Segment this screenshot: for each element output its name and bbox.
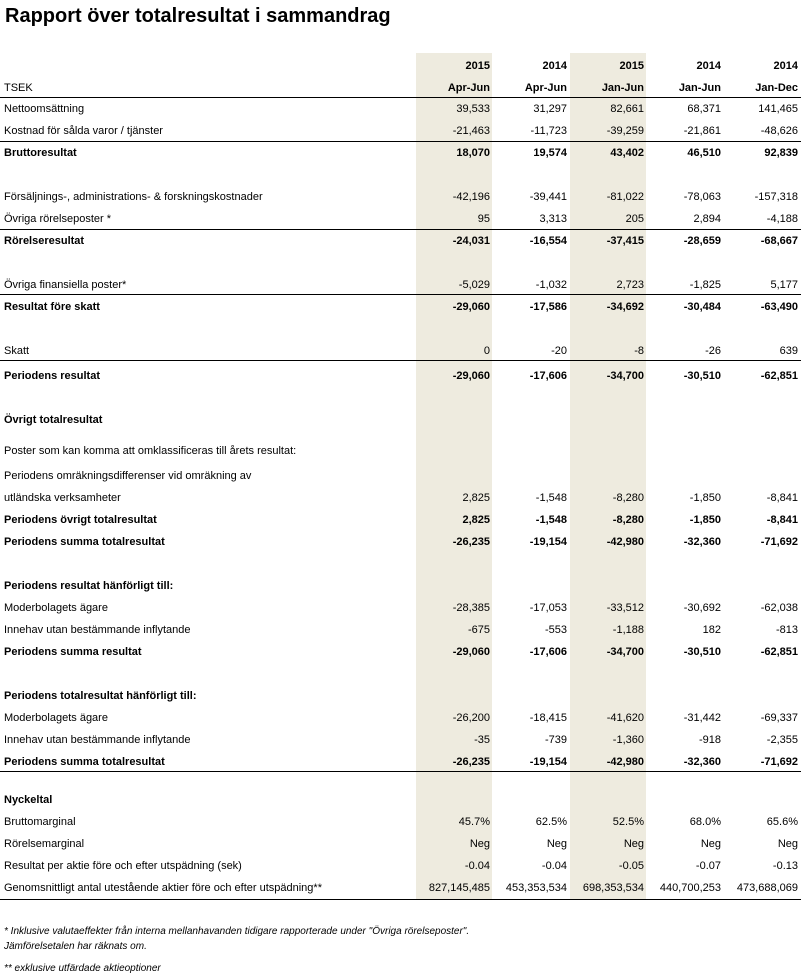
row-value: -30,484 xyxy=(683,301,721,313)
row-value: 19,574 xyxy=(533,147,567,159)
row-value: -1,188 xyxy=(612,624,644,636)
header-year: 2015 xyxy=(465,60,490,72)
table-row xyxy=(0,878,801,898)
row-value: 182 xyxy=(702,624,721,636)
row-value: Neg xyxy=(546,838,567,850)
row-value: 68,371 xyxy=(687,103,721,115)
row-value: -0.04 xyxy=(464,860,490,872)
row-label: Periodens summa totalresultat xyxy=(4,536,165,548)
row-value: -675 xyxy=(467,624,490,636)
table-row xyxy=(0,366,801,386)
row-value: 639 xyxy=(779,345,798,357)
footnote: Jämförelsetalen har räknats om. xyxy=(4,941,147,952)
row-value: -28,385 xyxy=(452,602,490,614)
row-value: 18,070 xyxy=(456,147,490,159)
header-year: 2014 xyxy=(542,60,567,72)
row-value: -81,022 xyxy=(606,191,644,203)
row-value: -78,063 xyxy=(683,191,721,203)
row-value: -26,235 xyxy=(452,536,490,548)
row-value: -739 xyxy=(544,734,567,746)
row-value: -37,415 xyxy=(606,235,644,247)
row-value: -1,850 xyxy=(689,514,721,526)
footnote: * Inklusive valutaeffekter från interna mellanhavanden tidigare rapporterade under "Övriga rörelseposter". xyxy=(4,926,470,937)
row-value: -813 xyxy=(775,624,798,636)
row-value: -69,337 xyxy=(760,712,798,724)
row-value: -41,620 xyxy=(606,712,644,724)
row-value: 62.5% xyxy=(535,816,567,828)
row-value: -1,825 xyxy=(689,279,721,291)
table-row xyxy=(0,410,801,430)
row-label: Periodens resultat hänförligt till: xyxy=(4,580,174,592)
table-row xyxy=(0,856,801,876)
row-value: -21,463 xyxy=(452,125,490,137)
row-value: 82,661 xyxy=(610,103,644,115)
row-value: -17,606 xyxy=(529,646,567,658)
row-value: -4,188 xyxy=(766,213,798,225)
table-row xyxy=(0,790,801,810)
row-value: -157,318 xyxy=(754,191,798,203)
row-value: -63,490 xyxy=(760,301,798,313)
row-label: Nyckeltal xyxy=(4,794,53,806)
row-value: -21,861 xyxy=(683,125,721,137)
footnote: ** exklusive utfärdade aktieoptioner xyxy=(4,963,161,974)
row-label: Periodens summa resultat xyxy=(4,646,142,658)
row-value: -20 xyxy=(551,345,567,357)
table-row xyxy=(0,187,801,207)
row-value: 3,313 xyxy=(539,213,567,225)
table-row xyxy=(0,121,801,141)
report-title: Rapport över totalresultat i sammandrag xyxy=(5,5,391,27)
table-row xyxy=(0,466,801,486)
table-row xyxy=(0,143,801,163)
row-value: -16,554 xyxy=(529,235,567,247)
row-value: 39,533 xyxy=(456,103,490,115)
table-row xyxy=(0,576,801,596)
row-value: Neg xyxy=(777,838,798,850)
row-value: -17,586 xyxy=(529,301,567,313)
table-row xyxy=(0,598,801,618)
row-value: -2,355 xyxy=(766,734,798,746)
row-value: 65.6% xyxy=(766,816,798,828)
table-row xyxy=(0,752,801,772)
row-value: 31,297 xyxy=(533,103,567,115)
header-period: Apr-Jun xyxy=(524,82,567,94)
row-value: -48,626 xyxy=(760,125,798,137)
row-value: 95 xyxy=(477,213,490,225)
row-value: -62,851 xyxy=(760,370,798,382)
row-value: 5,177 xyxy=(770,279,798,291)
row-label: Skatt xyxy=(4,345,30,357)
header-years-row xyxy=(0,56,801,76)
row-value: -17,053 xyxy=(529,602,567,614)
row-value: -1,032 xyxy=(535,279,567,291)
row-value: -29,060 xyxy=(452,301,490,313)
row-value: -35 xyxy=(474,734,490,746)
row-value: -0.04 xyxy=(541,860,567,872)
row-value: -1,548 xyxy=(535,492,567,504)
header-periods-row xyxy=(0,78,801,98)
row-value: -1,850 xyxy=(689,492,721,504)
row-value: -62,038 xyxy=(760,602,798,614)
row-value: -8,280 xyxy=(612,492,644,504)
row-value: -31,442 xyxy=(683,712,721,724)
row-label: Rörelseresultat xyxy=(4,235,85,247)
row-label: Bruttomarginal xyxy=(4,816,76,828)
table-row xyxy=(0,297,801,317)
row-label: Periodens övrigt totalresultat xyxy=(4,514,157,526)
row-value: -62,851 xyxy=(760,646,798,658)
unit-label: TSEK xyxy=(4,82,33,94)
row-value: -26,235 xyxy=(452,756,490,768)
row-label: Poster som kan komma att omklassificeras till årets resultat: xyxy=(4,445,297,457)
row-value: -5,029 xyxy=(458,279,490,291)
table-row xyxy=(0,812,801,832)
table-row xyxy=(0,488,801,508)
row-value: -30,692 xyxy=(683,602,721,614)
row-value: -39,441 xyxy=(529,191,567,203)
row-value: 205 xyxy=(625,213,644,225)
row-value: -29,060 xyxy=(452,646,490,658)
row-value: -0.07 xyxy=(695,860,721,872)
table-row xyxy=(0,620,801,640)
row-label: utländska verksamheter xyxy=(4,492,121,504)
row-value: 141,465 xyxy=(758,103,798,115)
row-value: -24,031 xyxy=(452,235,490,247)
table-row xyxy=(0,510,801,530)
row-value: 2,723 xyxy=(616,279,644,291)
row-value: -30,510 xyxy=(683,646,721,658)
row-label: Moderbolagets ägare xyxy=(4,602,108,614)
table-row xyxy=(0,834,801,854)
row-value: -1,548 xyxy=(535,514,567,526)
section-rule xyxy=(0,229,801,230)
row-value: 46,510 xyxy=(687,147,721,159)
row-value: 68.0% xyxy=(689,816,721,828)
header-rule xyxy=(0,97,801,98)
row-value: -71,692 xyxy=(760,756,798,768)
table-row xyxy=(0,686,801,706)
row-value: 45.7% xyxy=(458,816,490,828)
table-row xyxy=(0,275,801,295)
row-value: -8 xyxy=(634,345,644,357)
row-value: -32,360 xyxy=(683,536,721,548)
row-value: 2,825 xyxy=(462,492,490,504)
section-rule xyxy=(0,294,801,295)
row-value: -17,606 xyxy=(529,370,567,382)
row-value: -34,700 xyxy=(606,646,644,658)
row-value: 43,402 xyxy=(610,147,644,159)
row-value: 473,688,069 xyxy=(736,882,798,894)
row-value: -71,692 xyxy=(760,536,798,548)
row-value: 0 xyxy=(483,345,490,357)
section-rule xyxy=(0,360,801,361)
header-period: Jan-Jun xyxy=(601,82,644,94)
table-row xyxy=(0,341,801,361)
row-label: Övrigt totalresultat xyxy=(4,414,103,426)
row-label: Innehav utan bestämmande inflytande xyxy=(4,624,191,636)
header-year: 2014 xyxy=(696,60,721,72)
row-value: -26 xyxy=(705,345,721,357)
row-value: -32,360 xyxy=(683,756,721,768)
row-value: -39,259 xyxy=(606,125,644,137)
row-value: -28,659 xyxy=(683,235,721,247)
row-value: -42,980 xyxy=(606,536,644,548)
row-label: Övriga rörelseposter * xyxy=(4,213,111,225)
header-period: Jan-Dec xyxy=(755,82,798,94)
row-value: -918 xyxy=(698,734,721,746)
table-row xyxy=(0,99,801,119)
table-row xyxy=(0,209,801,229)
row-label: Moderbolagets ägare xyxy=(4,712,108,724)
row-value: 92,839 xyxy=(764,147,798,159)
row-value: -0.05 xyxy=(618,860,644,872)
row-value: -29,060 xyxy=(452,370,490,382)
row-value: -19,154 xyxy=(529,756,567,768)
row-label: Resultat per aktie före och efter utspädning (sek) xyxy=(4,860,242,872)
row-value: -33,512 xyxy=(606,602,644,614)
row-value: -30,510 xyxy=(683,370,721,382)
section-rule xyxy=(0,141,801,142)
row-label: Periodens resultat xyxy=(4,370,100,382)
row-label: Genomsnittligt antal utestående aktier före och efter utspädning** xyxy=(4,882,322,894)
row-value: 52.5% xyxy=(612,816,644,828)
table-row xyxy=(0,532,801,552)
row-value: Neg xyxy=(469,838,490,850)
row-label: Nettoomsättning xyxy=(4,103,85,115)
row-value: -553 xyxy=(544,624,567,636)
row-value: -42,980 xyxy=(606,756,644,768)
row-value: -8,841 xyxy=(766,514,798,526)
row-value: Neg xyxy=(700,838,721,850)
row-value: 2,825 xyxy=(462,514,490,526)
table-row xyxy=(0,708,801,728)
header-year: 2015 xyxy=(619,60,644,72)
header-period: Apr-Jun xyxy=(447,82,490,94)
row-label: Kostnad för sålda varor / tjänster xyxy=(4,125,163,137)
row-label: Övriga finansiella poster* xyxy=(4,279,127,291)
row-value: -0.13 xyxy=(772,860,798,872)
row-value: -68,667 xyxy=(760,235,798,247)
table-row xyxy=(0,642,801,662)
header-year: 2014 xyxy=(773,60,798,72)
table-row xyxy=(0,441,801,461)
row-value: -11,723 xyxy=(530,125,567,137)
row-value: -34,692 xyxy=(606,301,644,313)
row-label: Periodens summa totalresultat xyxy=(4,756,165,768)
row-value: -18,415 xyxy=(529,712,567,724)
header-period: Jan-Jun xyxy=(678,82,721,94)
row-label: Rörelsemarginal xyxy=(4,838,85,850)
row-value: 440,700,253 xyxy=(659,882,721,894)
table-row xyxy=(0,730,801,750)
row-value: 827,145,485 xyxy=(428,882,490,894)
row-value: -42,196 xyxy=(452,191,490,203)
table-bottom-rule xyxy=(0,899,801,900)
row-value: -8,280 xyxy=(612,514,644,526)
row-value: -19,154 xyxy=(529,536,567,548)
row-value: Neg xyxy=(623,838,644,850)
table-row xyxy=(0,231,801,251)
row-label: Resultat före skatt xyxy=(4,301,100,313)
row-value: -8,841 xyxy=(766,492,798,504)
row-label: Bruttoresultat xyxy=(4,147,77,159)
row-value: -26,200 xyxy=(452,712,490,724)
section-rule xyxy=(0,771,801,772)
row-value: -1,360 xyxy=(612,734,644,746)
row-value: -34,700 xyxy=(606,370,644,382)
row-label: Innehav utan bestämmande inflytande xyxy=(4,734,191,746)
row-value: 2,894 xyxy=(693,213,721,225)
row-label: Försäljnings-, administrations- & forskningskostnader xyxy=(4,191,263,203)
row-label: Periodens omräkningsdifferenser vid omräkning av xyxy=(4,470,252,482)
row-value: 453,353,534 xyxy=(505,882,567,894)
row-value: 698,353,534 xyxy=(582,882,644,894)
row-label: Periodens totalresultat hänförligt till: xyxy=(4,690,197,702)
